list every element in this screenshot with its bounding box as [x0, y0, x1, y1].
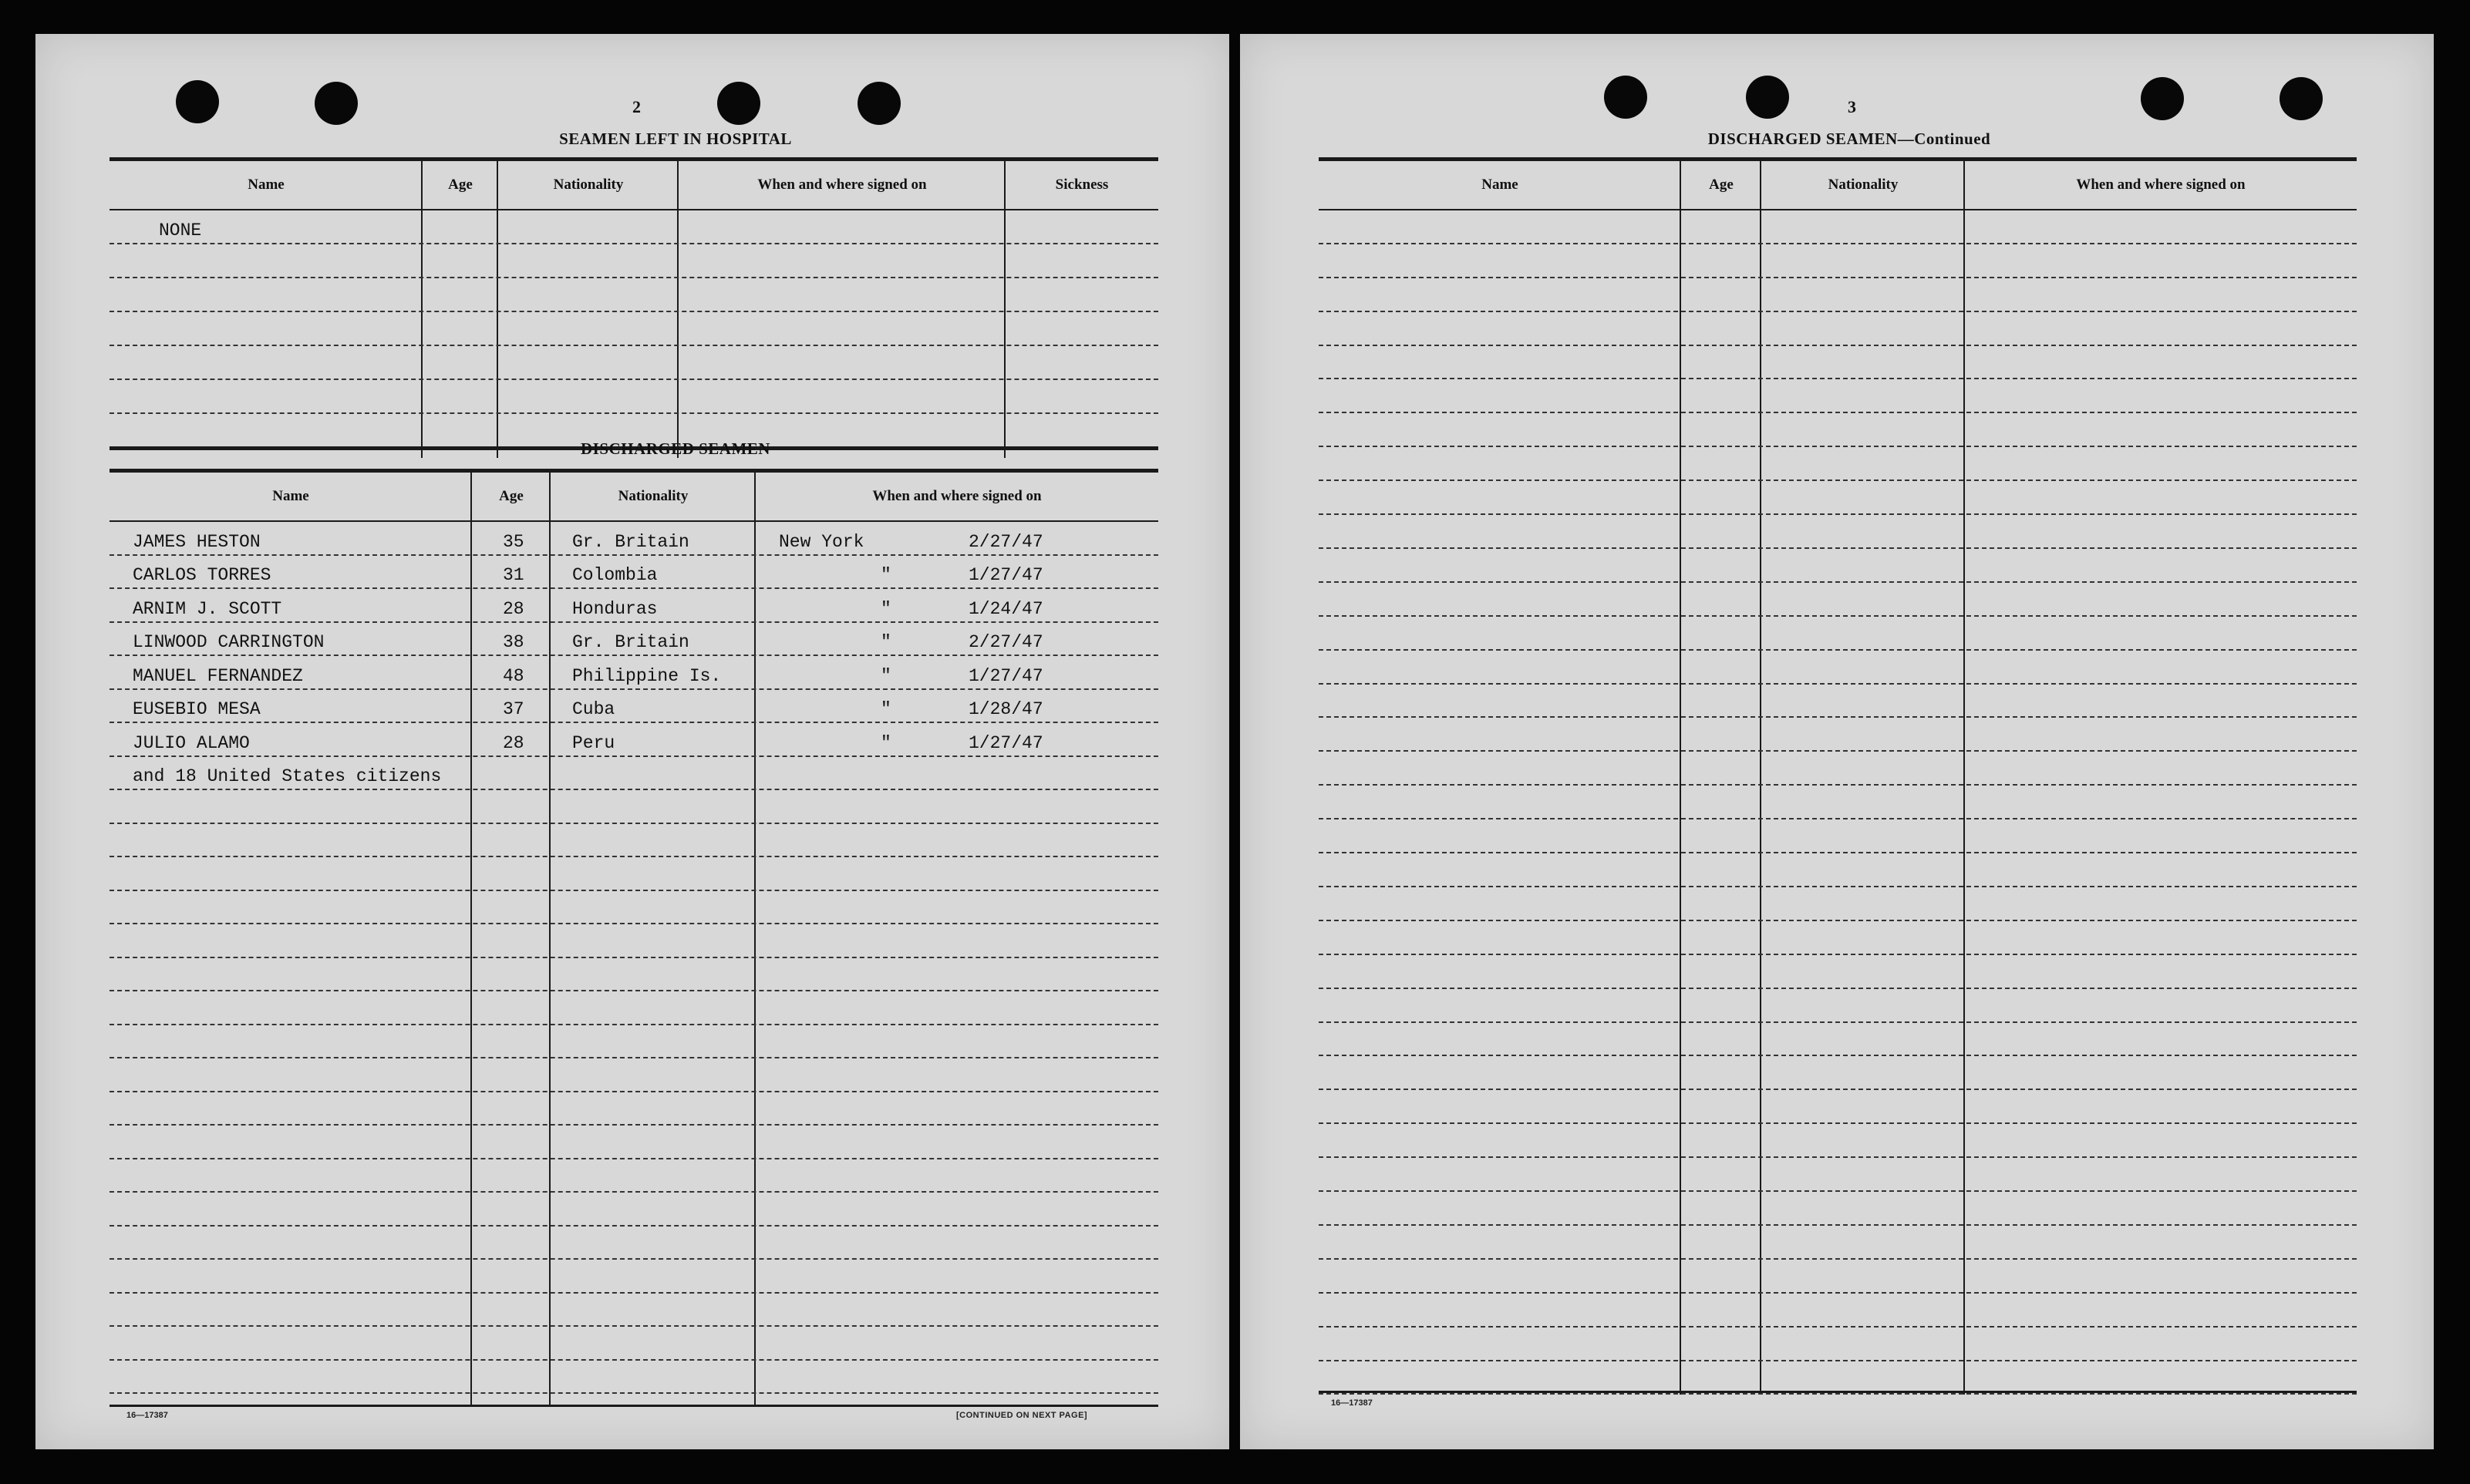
- col-header-name: Name: [248, 177, 285, 193]
- seaman-nationality: Honduras: [572, 598, 658, 619]
- table-row: [110, 856, 1158, 891]
- punch-hole: [315, 82, 358, 125]
- table-row: [1319, 209, 2357, 244]
- signed-on-date: 2/27/47: [969, 632, 1043, 652]
- table-row: [110, 1258, 1158, 1294]
- col-header-nationality: Nationality: [618, 488, 689, 504]
- table-row: [110, 1024, 1158, 1059]
- table-row: [1319, 243, 2357, 278]
- col-header-signed-on: When and where signed on: [872, 488, 1042, 504]
- table-row: [1319, 649, 2357, 685]
- punch-hole: [858, 82, 901, 125]
- citizens-note: and 18 United States citizens: [133, 766, 442, 786]
- table-row: [110, 554, 1158, 590]
- table-row: [1319, 412, 2357, 447]
- discharged-continued-table: [1319, 157, 2357, 1395]
- discharged-table: [110, 469, 1158, 1407]
- seaman-nationality: Gr. Britain: [572, 531, 689, 552]
- table-row: [1319, 345, 2357, 380]
- table-row: [1319, 1021, 2357, 1057]
- seaman-name: MANUEL FERNANDEZ: [133, 665, 303, 686]
- col-header-name: Name: [272, 488, 309, 504]
- seaman-name: EUSEBIO MESA: [133, 699, 261, 719]
- punch-hole: [2141, 77, 2184, 120]
- seaman-name: LINWOOD CARRINGTON: [133, 632, 325, 652]
- col-header-signed-on: When and where signed on: [757, 177, 927, 193]
- seaman-nationality: Gr. Britain: [572, 632, 689, 652]
- table-row: [110, 345, 1158, 380]
- table-row: [110, 923, 1158, 958]
- table-row: [1319, 1122, 2357, 1158]
- table-row: [110, 1091, 1158, 1126]
- continued-note: [CONTINUED ON NEXT PAGE]: [956, 1411, 1088, 1420]
- col-header-age: Age: [448, 177, 473, 193]
- seaman-age: 28: [503, 598, 524, 619]
- table-row: [1319, 1326, 2357, 1361]
- table-row: [1319, 581, 2357, 617]
- table-row: [1319, 818, 2357, 853]
- signed-on-date: 2/27/47: [969, 531, 1043, 552]
- table-row: [110, 587, 1158, 623]
- table-row: [110, 379, 1158, 414]
- signed-on-place: ": [881, 665, 891, 686]
- table-row: [110, 823, 1158, 858]
- col-header-name: Name: [1481, 177, 1518, 193]
- col-header-age: Age: [1709, 177, 1734, 193]
- table-base-rule: [110, 1405, 1158, 1407]
- table-row: [110, 722, 1158, 757]
- table-row: [1319, 513, 2357, 549]
- hospital-section-title: SEAMEN LEFT IN HOSPITAL: [559, 130, 792, 148]
- page-number: 2: [632, 97, 641, 116]
- right-page: [1240, 34, 2434, 1449]
- seaman-age: 38: [503, 632, 524, 652]
- col-header-age: Age: [499, 488, 524, 504]
- signed-on-place: ": [881, 732, 891, 753]
- table-row: [110, 311, 1158, 346]
- page-number: 3: [1848, 97, 1856, 116]
- discharged-continued-header: [1319, 161, 2357, 210]
- table-row: [1319, 683, 2357, 718]
- table-row: [1319, 988, 2357, 1023]
- table-row: [110, 277, 1158, 312]
- table-row: [1319, 1292, 2357, 1328]
- table-row: [1319, 1156, 2357, 1192]
- table-row: [110, 1158, 1158, 1193]
- seaman-name: ARNIM J. SCOTT: [133, 598, 282, 619]
- signed-on-date: 1/27/47: [969, 732, 1043, 753]
- table-row: [1319, 480, 2357, 515]
- patient-name: NONE: [159, 220, 202, 241]
- seaman-nationality: Colombia: [572, 565, 658, 585]
- left-page: [35, 34, 1229, 1449]
- seaman-nationality: Cuba: [572, 699, 615, 719]
- table-row: [1319, 750, 2357, 786]
- table-row: [110, 688, 1158, 724]
- table-row: [1319, 277, 2357, 312]
- seaman-age: 48: [503, 665, 524, 686]
- table-row: [110, 209, 1158, 244]
- table-row: [1319, 784, 2357, 819]
- table-row: [1319, 1258, 2357, 1294]
- punch-hole: [1746, 76, 1789, 119]
- hospital-table-header: [110, 161, 1158, 210]
- table-row: [110, 1057, 1158, 1092]
- table-row: [110, 1225, 1158, 1260]
- table-row: [110, 1325, 1158, 1361]
- table-row: [1319, 954, 2357, 989]
- table-row: [1319, 920, 2357, 955]
- punch-hole: [1604, 76, 1647, 119]
- table-row: [1319, 547, 2357, 583]
- signed-on-date: 1/27/47: [969, 665, 1043, 686]
- punch-hole: [2280, 77, 2323, 120]
- seaman-age: 31: [503, 565, 524, 585]
- table-row: [1319, 615, 2357, 651]
- table-row: [110, 243, 1158, 278]
- signed-on-place: ": [881, 632, 891, 652]
- hospital-table: [110, 157, 1158, 462]
- table-row: [110, 789, 1158, 824]
- table-row: [1319, 1190, 2357, 1226]
- signed-on-date: 1/24/47: [969, 598, 1043, 619]
- table-row: [1319, 852, 2357, 887]
- table-row: [110, 990, 1158, 1025]
- col-header-sickness: Sickness: [1055, 177, 1109, 193]
- seaman-age: 35: [503, 531, 524, 552]
- table-row: [110, 1292, 1158, 1328]
- table-row: [110, 1191, 1158, 1227]
- table-row: [1319, 1089, 2357, 1124]
- seaman-name: CARLOS TORRES: [133, 565, 271, 585]
- table-row: [1319, 1055, 2357, 1091]
- table-base-rule: [1319, 1391, 2357, 1393]
- discharged-continued-title: DISCHARGED SEAMEN—Continued: [1707, 130, 1991, 148]
- punch-hole: [176, 80, 219, 123]
- form-number: 16—17387: [126, 1411, 168, 1420]
- table-row: [1319, 1224, 2357, 1260]
- seaman-name: JULIO ALAMO: [133, 732, 250, 753]
- signed-on-place: ": [881, 699, 891, 719]
- col-header-nationality: Nationality: [1828, 177, 1899, 193]
- table-row: [110, 520, 1158, 556]
- table-row: [1319, 379, 2357, 414]
- table-row: [110, 1124, 1158, 1159]
- table-row: [1319, 446, 2357, 481]
- seaman-age: 28: [503, 732, 524, 753]
- table-row: [110, 890, 1158, 925]
- seaman-name: JAMES HESTON: [133, 531, 261, 552]
- signed-on-date: 1/27/47: [969, 565, 1043, 585]
- discharged-section-title: DISCHARGED SEAMEN: [581, 439, 770, 458]
- col-header-nationality: Nationality: [553, 177, 624, 193]
- table-row: [1319, 311, 2357, 346]
- form-number: 16—17387: [1331, 1398, 1373, 1408]
- col-header-signed-on: When and where signed on: [2076, 177, 2246, 193]
- table-row: [110, 957, 1158, 992]
- table-row: [110, 621, 1158, 657]
- signed-on-place: ": [881, 598, 891, 619]
- table-row: [1319, 886, 2357, 921]
- table-row: [110, 755, 1158, 791]
- signed-on-place: ": [881, 565, 891, 585]
- table-row: [1319, 1360, 2357, 1395]
- seaman-age: 37: [503, 699, 524, 719]
- table-row: [110, 1359, 1158, 1395]
- table-row: [1319, 717, 2357, 752]
- discharged-table-header: [110, 473, 1158, 522]
- seaman-nationality: Philippine Is.: [572, 665, 722, 686]
- seaman-nationality: Peru: [572, 732, 615, 753]
- punch-hole: [717, 82, 760, 125]
- table-row: [110, 655, 1158, 690]
- signed-on-date: 1/28/47: [969, 699, 1043, 719]
- signed-on-place: New York: [779, 531, 864, 552]
